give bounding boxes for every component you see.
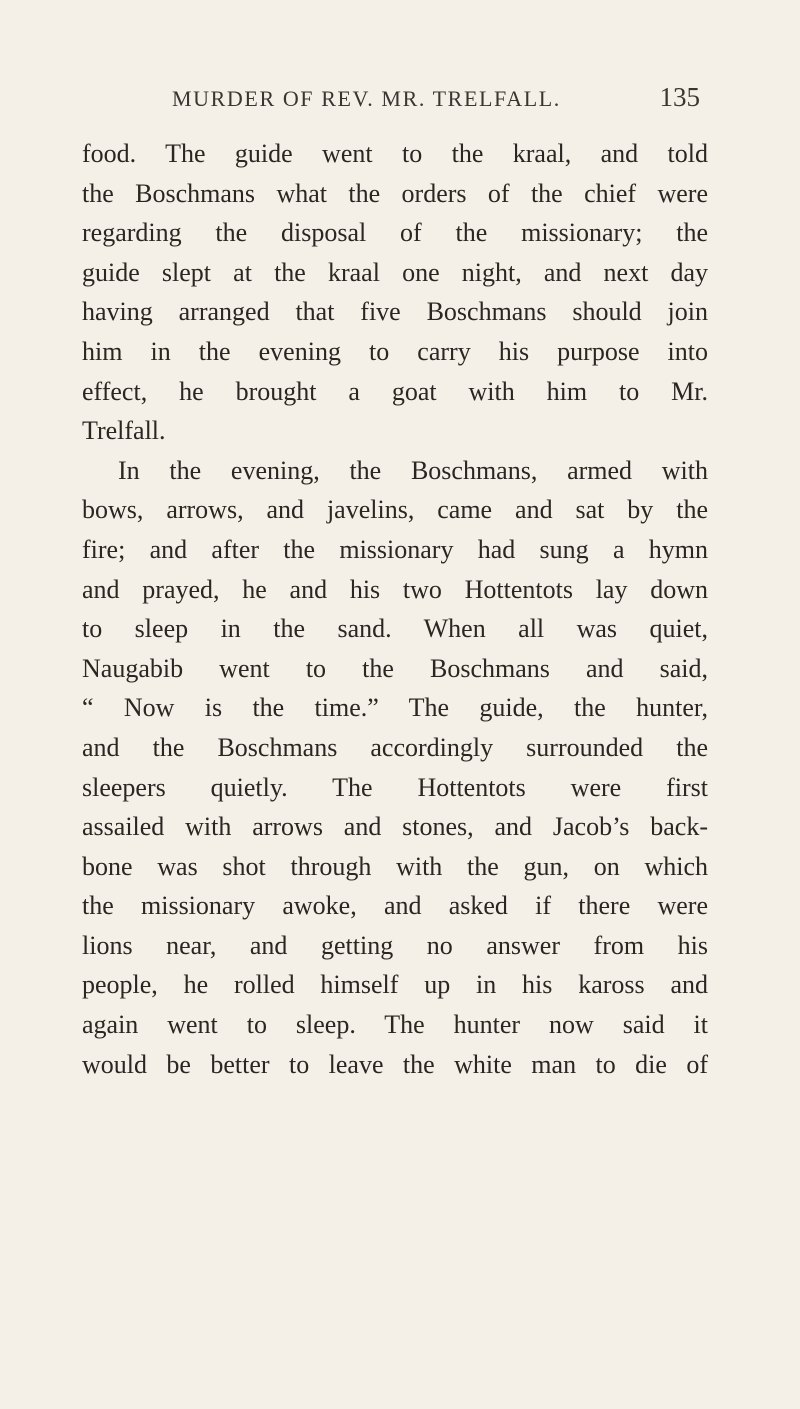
body-text — [82, 134, 708, 1084]
text-line: Naugabib went to the Boschmans and said, — [82, 653, 708, 683]
text-line: In the evening, the Boschmans, armed with — [118, 455, 708, 485]
text-line: food. The guide went to the kraal, and told — [82, 139, 708, 168]
text-line: bone was shot through with the gun, on which — [82, 851, 708, 881]
text-line: the Boschmans what the orders of the chief were — [82, 178, 708, 208]
text-line: the missionary awoke, and asked if there were — [82, 891, 708, 921]
page-number: 135 — [659, 82, 700, 112]
text-line: effect, he brought a goat with him to Mr. — [82, 376, 708, 406]
text-line: people, he rolled himself up in his kaross and — [82, 970, 708, 1000]
text-line: regarding the disposal of the missionary; the — [82, 218, 708, 248]
running-head — [172, 78, 700, 118]
running-title: MURDER OF REV. MR. TRELFALL. — [172, 86, 561, 111]
text-line: sleepers quietly. The Hottentots were first — [82, 772, 708, 802]
text-line: bows, arrows, and javelins, came and sat by the — [82, 495, 708, 525]
text-line: and prayed, he and his two Hottentots lay down — [82, 574, 708, 604]
text-line: again went to sleep. The hunter now said it — [82, 1010, 708, 1040]
text-line: “ Now is the time.” The guide, the hunter, — [82, 693, 708, 723]
text-line: assailed with arrows and stones, and Jacob’s back- — [82, 812, 708, 842]
text-line: lions near, and getting no answer from his — [82, 930, 708, 960]
text-line: Trelfall. — [82, 416, 166, 446]
text-line: and the Boschmans accordingly surrounded the — [82, 732, 708, 762]
text-line: would be better to leave the white man to die of — [82, 1049, 708, 1079]
text-line: him in the evening to carry his purpose into — [82, 336, 708, 366]
text-line: to sleep in the sand. When all was quiet, — [82, 614, 708, 644]
text-line: fire; and after the missionary had sung a hymn — [82, 534, 708, 564]
text-line: having arranged that five Boschmans should join — [82, 297, 708, 327]
text-line: guide slept at the kraal one night, and next day — [82, 257, 708, 287]
